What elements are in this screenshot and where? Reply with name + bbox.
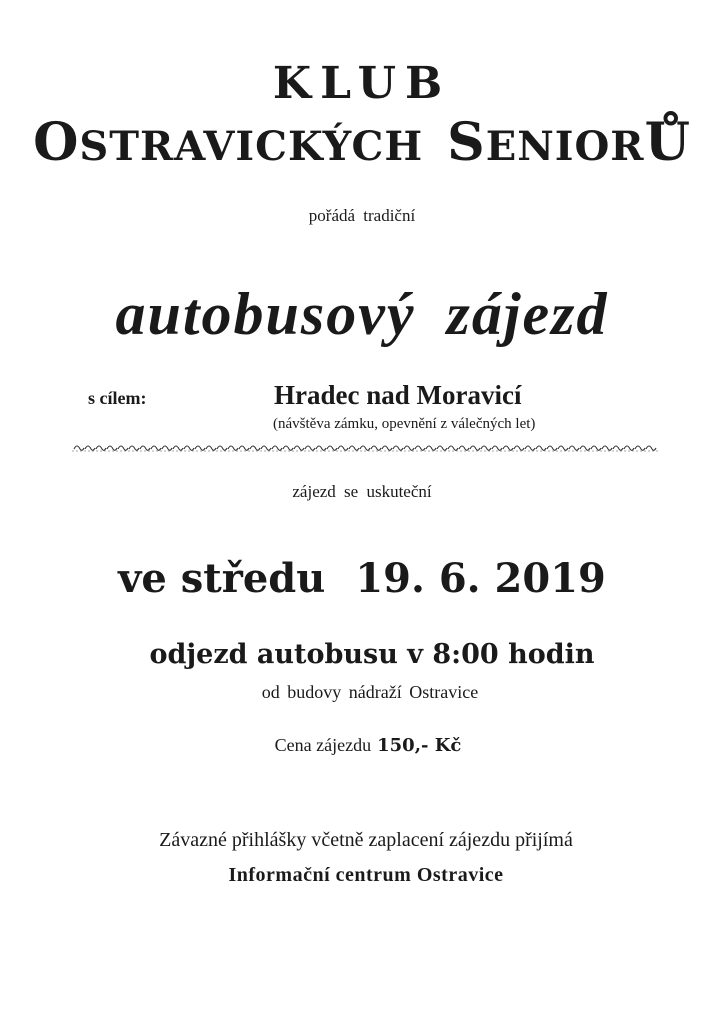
registration-office: Informační centrum Ostravice [228, 864, 504, 886]
destination-label: s cílem: [88, 388, 147, 408]
event-date: 19. 6. 2019 [355, 555, 606, 602]
event-date-line [0, 555, 724, 602]
club-word2-final: Ů [644, 112, 691, 173]
registration-text: Závazné přihlášky včetně zaplacení zájezdu přijímá [159, 829, 573, 851]
club-word2-rest: ENIOR [485, 123, 645, 170]
club-word2-initial: S [447, 112, 486, 173]
klub-heading: KLUB [272, 58, 452, 109]
held-text: zájezd se uskuteční [292, 482, 432, 501]
destination-name: Hradec nad Moravicí [274, 380, 522, 410]
ornamental-divider [72, 440, 658, 454]
event-day: ve středu [118, 555, 326, 602]
price-amount: 150,- Kč [377, 735, 462, 756]
club-word1-initial: O [33, 112, 80, 173]
club-name-heading [0, 112, 724, 173]
ornament-pattern-icon [72, 440, 658, 454]
price-label: Cena zájezdu [274, 735, 372, 755]
event-title: autobusový zájezd [115, 281, 609, 347]
club-word1-rest: STRAVICKÝCH [79, 123, 424, 170]
destination-note: (návštěva zámku, opevnění z válečných let) [273, 416, 536, 432]
departure-location: od budovy nádraží Ostravice [261, 682, 479, 702]
departure-text: odjezd autobusu v 8:00 hodin [149, 639, 595, 670]
price-line [6, 735, 724, 756]
organizes-text: pořádá tradiční [308, 206, 416, 225]
